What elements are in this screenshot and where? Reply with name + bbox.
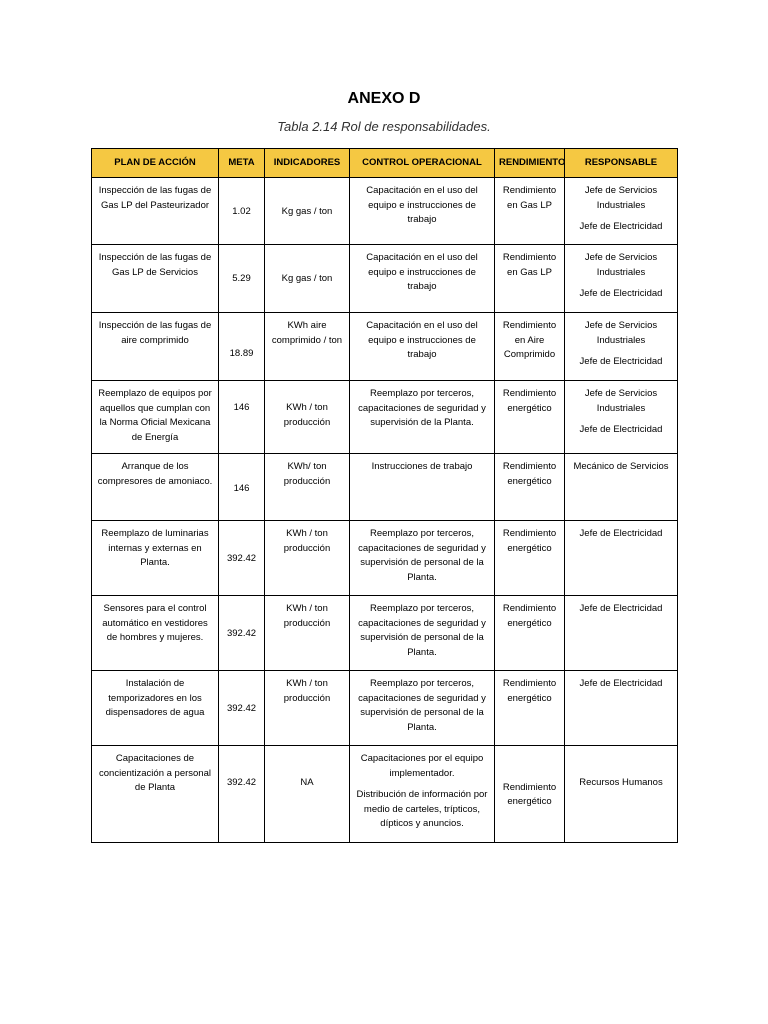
cell-rendimiento: Rendimiento en Gas LP — [495, 178, 565, 245]
cell-responsable — [565, 313, 678, 381]
header-control: CONTROL OPERACIONAL — [350, 149, 495, 178]
cell-meta: 392.42 — [219, 521, 265, 596]
responsable-text: Jefe de Electricidad — [579, 221, 663, 232]
cell-indicadores: KWh/ ton producción — [265, 454, 350, 521]
cell-indicadores: Kg gas / ton — [265, 178, 350, 245]
cell-rendimiento: Rendimiento energético — [495, 521, 565, 596]
cell-control — [350, 521, 495, 596]
cell-meta: 18.89 — [219, 313, 265, 381]
responsable-text: Jefe de Servicios Industriales — [584, 388, 658, 414]
control-text: Distribución de información por medio de carteles, trípticos, dípticos y anuncios. — [356, 789, 488, 829]
page-title: ANEXO D — [347, 90, 421, 107]
cell-plan: Inspección de las fugas de Gas LP de Servicios — [92, 245, 219, 313]
responsable-text: Jefe de Electricidad — [579, 603, 663, 614]
cell-control — [350, 746, 495, 843]
header-meta: META — [219, 149, 265, 178]
cell-responsable — [565, 521, 678, 596]
table-header-row — [92, 149, 678, 178]
cell-indicadores: KWh / ton producción — [265, 596, 350, 671]
header-responsable: RESPONSABLE — [565, 149, 678, 178]
control-text: Reemplazo por terceros, capacitaciones de seguridad y supervisión de la Planta. — [358, 388, 486, 428]
cell-responsable — [565, 245, 678, 313]
control-text: Capacitaciones por el equipo implementador. — [360, 753, 484, 779]
control-text: Capacitación en el uso del equipo e instrucciones de trabajo — [366, 320, 478, 360]
cell-indicadores: KWh / ton producción — [265, 671, 350, 746]
cell-control — [350, 245, 495, 313]
cell-plan: Inspección de las fugas de aire comprimido — [92, 313, 219, 381]
cell-plan: Sensores para el control automático en vestidores de hombres y mujeres. — [92, 596, 219, 671]
cell-meta: 392.42 — [219, 596, 265, 671]
responsable-text: Mecánico de Servicios — [573, 461, 669, 472]
table-caption: Tabla 2.14 Rol de responsabilidades. — [277, 119, 491, 134]
responsable-text: Jefe de Electricidad — [579, 288, 663, 299]
cell-control — [350, 596, 495, 671]
table-row — [92, 178, 678, 245]
cell-plan: Inspección de las fugas de Gas LP del Pasteurizador — [92, 178, 219, 245]
cell-responsable — [565, 671, 678, 746]
control-text: Reemplazo por terceros, capacitaciones de seguridad y supervisión de personal de la Planta. — [358, 678, 486, 733]
table-row — [92, 245, 678, 313]
cell-indicadores: KWh aire comprimido / ton — [265, 313, 350, 381]
cell-responsable: Recursos Humanos — [565, 746, 678, 843]
table-row — [92, 671, 678, 746]
cell-control — [350, 671, 495, 746]
cell-responsable — [565, 381, 678, 454]
cell-meta: 146 — [219, 454, 265, 521]
control-text: Reemplazo por terceros, capacitaciones de seguridad y supervisión de personal de la Planta. — [358, 528, 486, 583]
cell-plan: Capacitaciones de concientización a personal de Planta — [92, 746, 219, 843]
cell-rendimiento: Rendimiento energético — [495, 671, 565, 746]
cell-plan: Arranque de los compresores de amoniaco. — [92, 454, 219, 521]
responsable-text: Jefe de Servicios Industriales — [584, 320, 658, 346]
responsable-text: Jefe de Electricidad — [579, 424, 663, 435]
cell-indicadores: KWh / ton producción — [265, 381, 350, 454]
header-indicadores: INDICADORES — [265, 149, 350, 178]
cell-meta: 5.29 — [219, 245, 265, 313]
cell-control — [350, 313, 495, 381]
table-row — [92, 746, 678, 843]
cell-meta: 1.02 — [219, 178, 265, 245]
cell-responsable — [565, 178, 678, 245]
cell-meta: 392.42 — [219, 746, 265, 843]
control-text: Reemplazo por terceros, capacitaciones de seguridad y supervisión de personal de la Planta. — [358, 603, 486, 658]
cell-control — [350, 454, 495, 521]
responsable-text: Jefe de Servicios Industriales — [584, 185, 658, 211]
cell-indicadores: Kg gas / ton — [265, 245, 350, 313]
cell-rendimiento: Rendimiento energético — [495, 381, 565, 454]
cell-plan: Reemplazo de equipos por aquellos que cumplan con la Norma Oficial Mexicana de Energía — [92, 381, 219, 454]
cell-rendimiento: Rendimiento en Aire Comprimido — [495, 313, 565, 381]
table-row — [92, 381, 678, 454]
responsable-text: Jefe de Servicios Industriales — [584, 252, 658, 278]
table-row — [92, 313, 678, 381]
cell-rendimiento: Rendimiento energético — [495, 596, 565, 671]
cell-indicadores: KWh / ton producción — [265, 521, 350, 596]
cell-meta: 146 — [219, 381, 265, 454]
cell-rendimiento: Rendimiento energético — [495, 454, 565, 521]
cell-indicadores: NA — [265, 746, 350, 843]
cell-responsable — [565, 596, 678, 671]
cell-rendimiento: Rendimiento energético — [495, 746, 565, 843]
table-row — [92, 596, 678, 671]
control-text: Instrucciones de trabajo — [371, 461, 473, 472]
table-row — [92, 521, 678, 596]
cell-plan: Instalación de temporizadores en los dispensadores de agua — [92, 671, 219, 746]
cell-control — [350, 178, 495, 245]
cell-responsable — [565, 454, 678, 521]
cell-meta: 392.42 — [219, 671, 265, 746]
cell-rendimiento: Rendimiento en Gas LP — [495, 245, 565, 313]
responsibilities-table — [91, 148, 678, 843]
responsable-text: Jefe de Electricidad — [579, 528, 663, 539]
cell-control — [350, 381, 495, 454]
table-row — [92, 454, 678, 521]
header-plan: PLAN DE ACCIÓN — [92, 149, 219, 178]
header-rendimiento: RENDIMIENTO — [495, 149, 565, 178]
responsable-text: Jefe de Electricidad — [579, 678, 663, 689]
responsable-text: Jefe de Electricidad — [579, 356, 663, 367]
cell-plan: Reemplazo de luminarias internas y externas en Planta. — [92, 521, 219, 596]
control-text: Capacitación en el uso del equipo e instrucciones de trabajo — [366, 185, 478, 225]
control-text: Capacitación en el uso del equipo e instrucciones de trabajo — [366, 252, 478, 292]
